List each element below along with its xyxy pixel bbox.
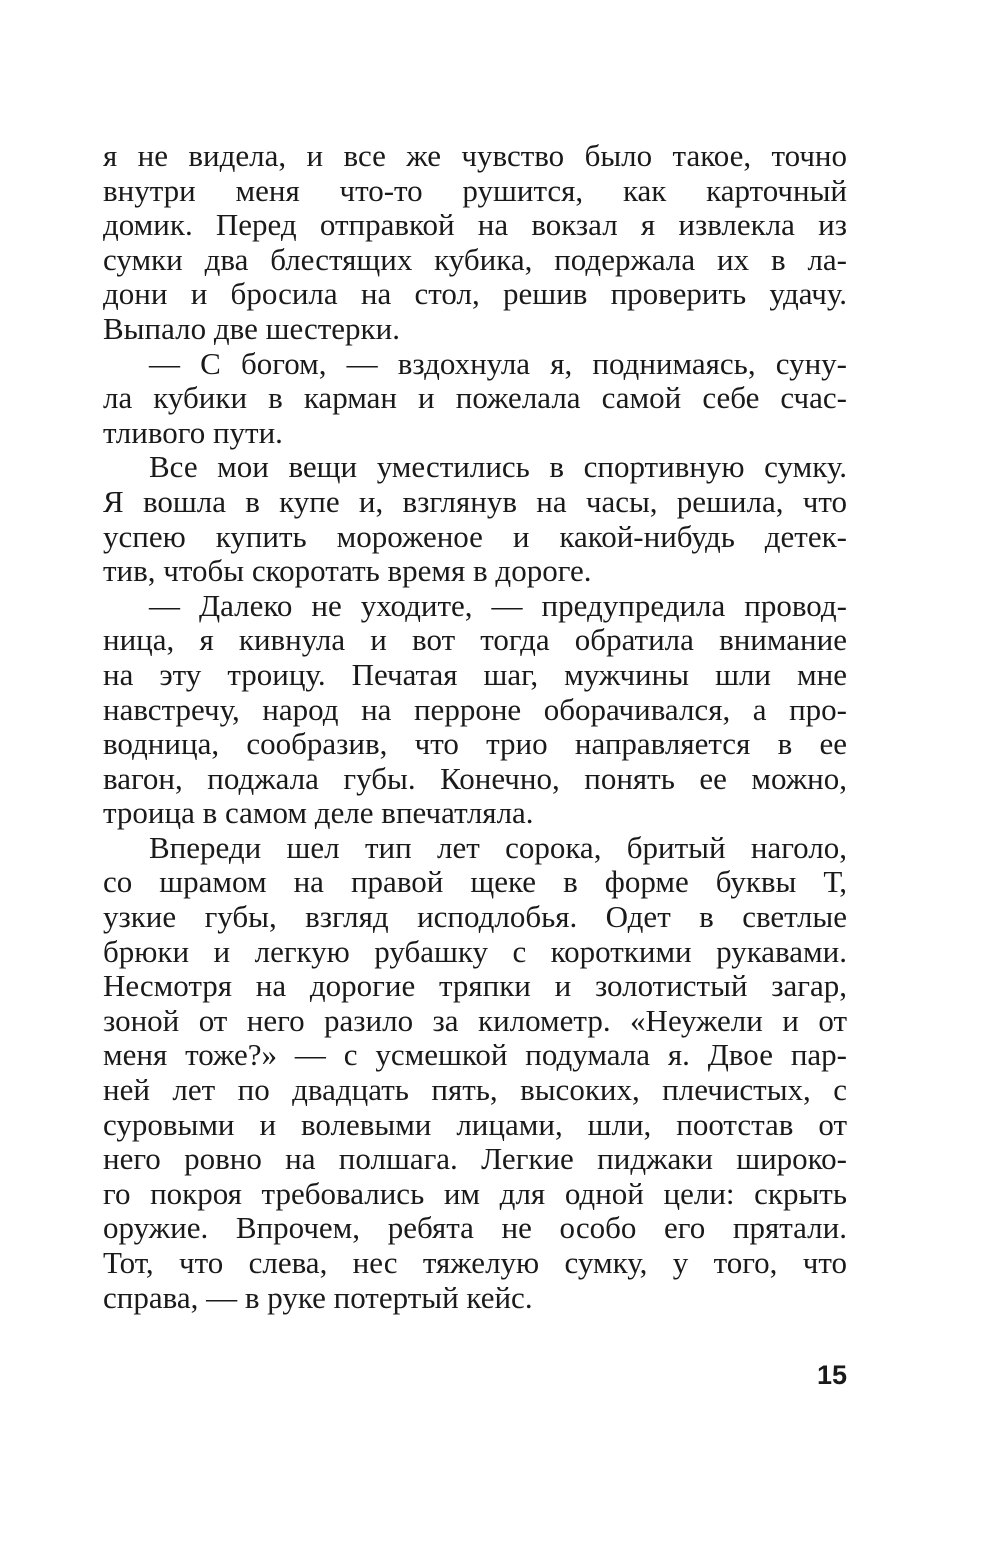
text-line: меня тоже?» — с усмешкой подумала я. Двое пар-: [103, 1037, 847, 1073]
text-line: тив, чтобы скоротать время в дороге.: [103, 553, 592, 589]
text-line: Я вошла в купе и, взглянув на часы, решила, что: [103, 483, 847, 519]
text-line: водница, сообразив, что трио направляется в ее: [103, 726, 847, 762]
body-text: [103, 139, 847, 1315]
text-line: узкие губы, взгляд исподлобья. Одет в светлые: [103, 899, 847, 935]
text-line: оружие. Впрочем, ребята не особо его прятали.: [103, 1210, 847, 1246]
text-line: навстречу, народ на перроне оборачивался, а про-: [103, 691, 847, 727]
text-line: троица в самом деле впечатляла.: [103, 795, 534, 831]
text-line: со шрамом на правой щеке в форме буквы Т,: [103, 864, 847, 900]
text-line: вагон, поджала губы. Конечно, понять ее можно,: [103, 760, 847, 796]
text-line: успею купить мороженое и какой-нибудь детек-: [103, 518, 847, 554]
text-line: — С богом, — вздохнула я, поднимаясь, суну-: [149, 345, 847, 381]
text-line: я не видела, и все же чувство было такое, точно: [103, 138, 847, 173]
text-line: Тот, что слева, нес тяжелую сумку, у того, что: [103, 1245, 847, 1280]
text-line: брюки и легкую рубашку с короткими рукавами.: [103, 933, 847, 969]
text-line: внутри меня что-то рушится, как карточный: [103, 172, 847, 208]
text-line: суровыми и волевыми лицами, шли, поотстав от: [103, 1106, 847, 1142]
text-line: ла кубики в карман и пожелала самой себе счас-: [103, 380, 847, 416]
text-line: дони и бросила на стол, решив проверить удачу.: [103, 276, 847, 312]
text-line: него ровно на полшага. Легкие пиджаки широко-: [103, 1141, 847, 1177]
text-line: тливого пути.: [103, 414, 283, 450]
text-line: го покроя требовались им для одной цели: скрыть: [103, 1175, 847, 1211]
text-line: ница, я кивнула и вот тогда обратила внимание: [103, 622, 847, 658]
text-line: Все мои вещи уместились в спортивную сумку.: [149, 449, 847, 485]
text-line: на эту троицу. Печатая шаг, мужчины шли мне: [103, 656, 847, 692]
page-number: 15: [816, 1360, 847, 1390]
text-line: зоной от него разило за километр. «Неужели и от: [103, 1002, 847, 1038]
text-line: — Далеко не уходите, — предупредила провод-: [149, 587, 847, 623]
text-line: Выпало две шестерки.: [103, 310, 400, 346]
text-line: сумки два блестящих кубика, подержала их в ла-: [103, 241, 847, 277]
text-line: Несмотря на дорогие тряпки и золотистый загар,: [103, 968, 847, 1004]
text-line: ней лет по двадцать пять, высоких, плечистых, с: [103, 1072, 847, 1108]
text-line: справа, — в руке потертый кейс.: [103, 1279, 533, 1315]
text-line: домик. Перед отправкой на вокзал я извлекла из: [103, 207, 847, 243]
text-line: Впереди шел тип лет сорока, бритый наголо,: [149, 829, 847, 865]
